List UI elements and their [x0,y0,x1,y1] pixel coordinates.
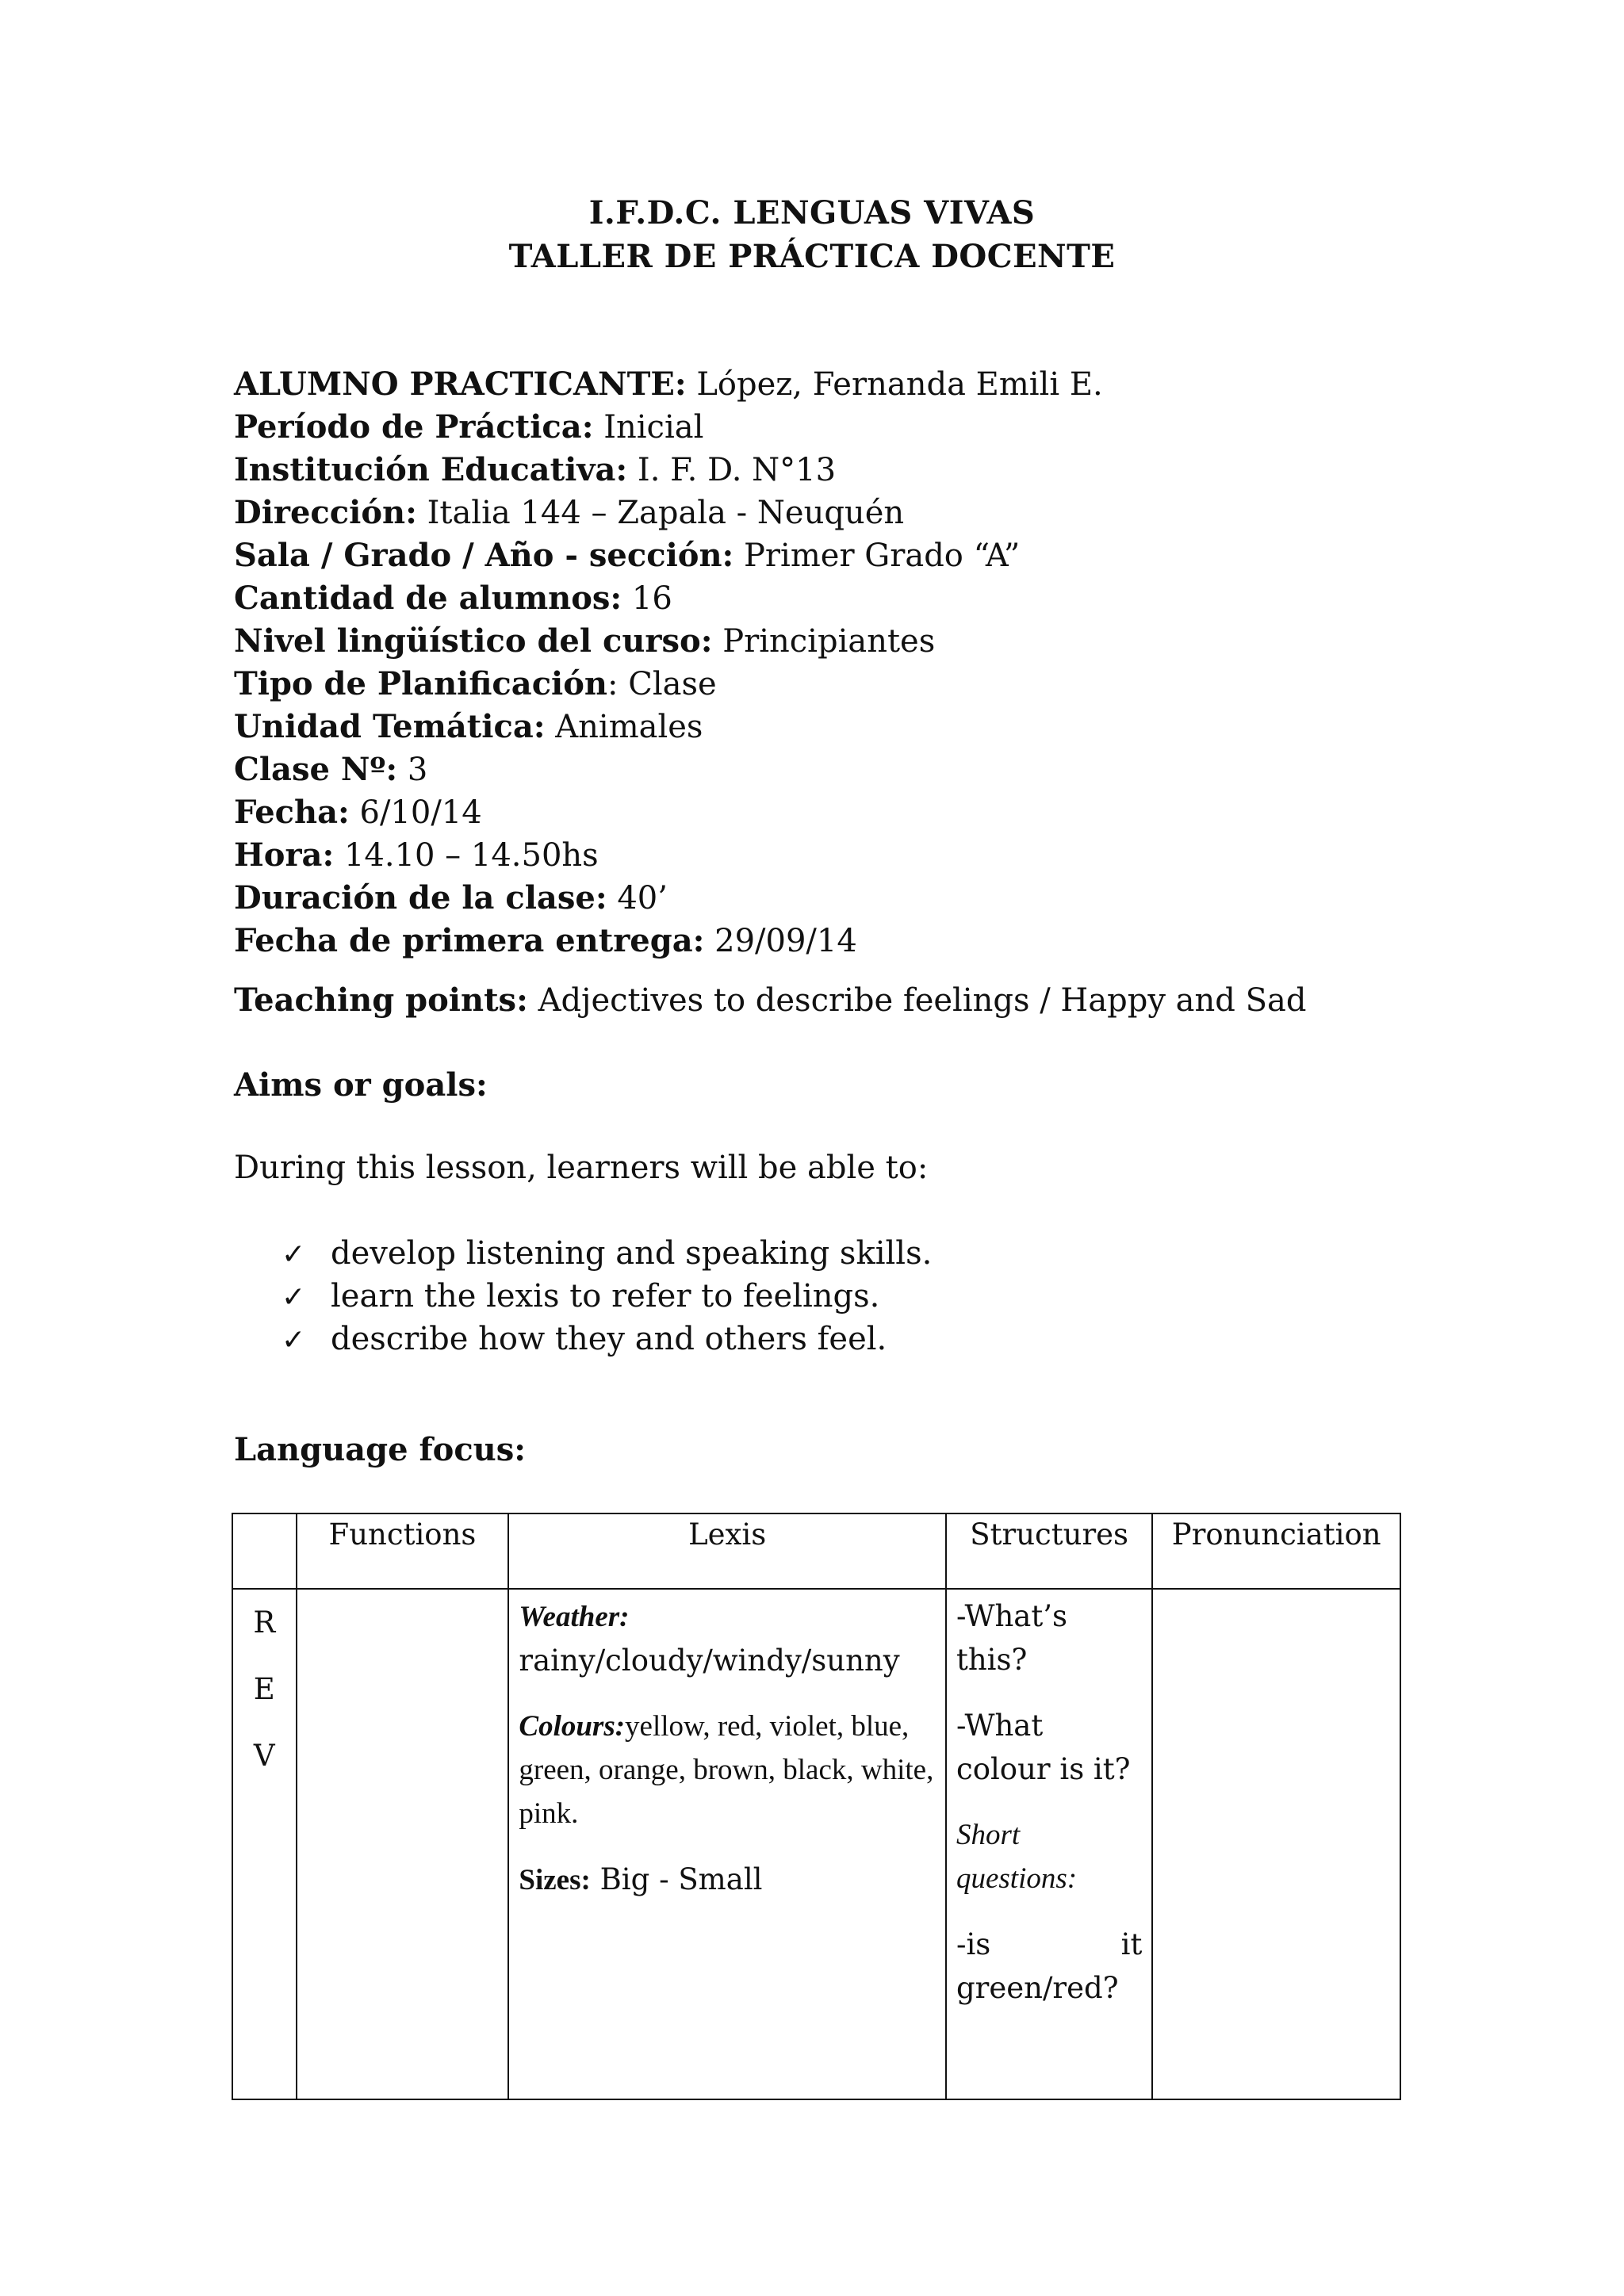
weather-value: rainy/cloudy/windy/sunny [519,1644,900,1678]
header-empty [232,1513,297,1589]
table-row [232,1589,1400,2099]
info-label: Sala / Grado / Año - sección: [234,537,734,574]
info-value: 40’ [617,880,668,916]
header-lexis: Lexis [508,1513,946,1589]
workshop-title: TALLER DE PRÁCTICA DOCENTE [508,238,1116,275]
structure-q2: -What colour is it? [956,1709,1131,1786]
structure-q3-c: green/red? [956,1971,1119,2005]
info-label: Nivel lingüístico del curso: [234,622,713,660]
info-value: Inicial [603,409,704,446]
info-label: Tipo de Planificación [234,665,608,702]
info-row-date [234,791,1103,834]
lexis-cell [508,1589,946,2099]
info-block [234,363,1103,962]
structure-q3-b: it [1120,1927,1143,1961]
info-label: Duración de la clase: [234,879,607,916]
info-value: 29/09/14 [714,923,857,959]
check-icon: ✓ [282,1238,306,1271]
header-functions: Functions [297,1513,509,1589]
info-label: Clase Nº: [234,751,398,788]
structures-cell [946,1589,1152,2099]
header-structures: Structures [946,1513,1152,1589]
info-value: : Clase [607,666,717,702]
structure-q1: -What’s this? [956,1599,1067,1677]
aims-heading: Aims or goals: [234,1066,488,1104]
goal-text: learn the lexis to refer to feelings. [331,1278,880,1314]
teaching-points-value: Adjectives to describe feelings / Happy and Sad [538,982,1307,1019]
info-row-students-count [234,577,1103,620]
colours-value: yellow, red, violet, blue, green, orange, brown, black, white, pink. [519,1710,934,1830]
info-label: Unidad Temática: [234,708,546,745]
info-row-first-delivery [234,920,1103,962]
pronunciation-cell [1152,1589,1400,2099]
language-focus-table [232,1513,1401,2100]
info-value: 6/10/14 [359,794,482,831]
list-item [282,1276,932,1318]
short-questions-label: Short questions: [956,1819,1078,1895]
teaching-points [234,982,1306,1019]
info-label: Cantidad de alumnos: [234,580,622,617]
goal-text: develop listening and speaking skills. [331,1235,933,1272]
sizes-label: Sizes: [519,1864,591,1896]
info-value: Italia 144 – Zapala - Neuquén [427,495,905,531]
info-label: Hora: [234,836,335,874]
info-value: Principiantes [722,623,936,660]
info-value: Animales [555,709,703,745]
info-value: I. F. D. N°13 [637,452,837,488]
rev-letter: E [253,1672,275,1706]
info-row-duration [234,877,1103,920]
structure-q3 [956,1923,1142,2010]
info-row-institution [234,449,1103,492]
info-value: 14.10 – 14.50hs [343,837,599,874]
info-row-class-number [234,748,1103,791]
weather-label: Weather: [519,1601,630,1633]
language-focus-heading: Language focus: [234,1431,527,1468]
info-row-address [234,492,1103,534]
structure-q3-line1 [956,1923,1142,1966]
rev-cell [232,1589,297,2099]
colours-label: Colours: [519,1710,626,1743]
info-row-plan-type [234,663,1103,706]
institution-title: I.F.D.C. LENGUAS VIVAS [588,194,1036,232]
rev-letter: V [253,1739,275,1773]
info-value: López, Fernanda Emili E. [696,366,1103,403]
info-row-grade [234,534,1103,577]
structure-q3-a: -is [956,1927,991,1961]
info-label: Fecha: [234,794,350,831]
rev-letter: R [253,1605,276,1640]
check-icon: ✓ [282,1281,306,1314]
header-pronunciation: Pronunciation [1152,1513,1400,1589]
info-row-student [234,363,1103,406]
list-item [282,1318,932,1361]
info-label: Fecha de primera entrega: [234,922,705,959]
info-row-unit [234,706,1103,748]
table-header-row [232,1513,1400,1589]
goal-text: describe how they and others feel. [331,1321,887,1357]
lexis-colours [519,1705,936,1835]
lexis-sizes [519,1858,936,1902]
info-label: ALUMNO PRACTICANTE: [234,365,687,403]
info-label: Período de Práctica: [234,408,594,446]
info-value: 3 [407,752,428,788]
info-label: Dirección: [234,494,417,531]
info-row-level [234,620,1103,663]
check-icon: ✓ [282,1324,306,1357]
lexis-weather [519,1594,936,1682]
info-row-time [234,834,1103,877]
list-item [282,1233,932,1276]
info-value: 16 [631,580,672,617]
functions-cell [297,1589,509,2099]
info-value: Primer Grado “A” [744,538,1021,574]
info-row-period [234,406,1103,449]
sizes-value: Big - Small [599,1862,763,1896]
info-label: Institución Educativa: [234,451,628,488]
goals-list [282,1233,932,1361]
aims-intro: During this lesson, learners will be able to: [234,1150,929,1186]
teaching-points-label: Teaching points: [234,982,528,1019]
